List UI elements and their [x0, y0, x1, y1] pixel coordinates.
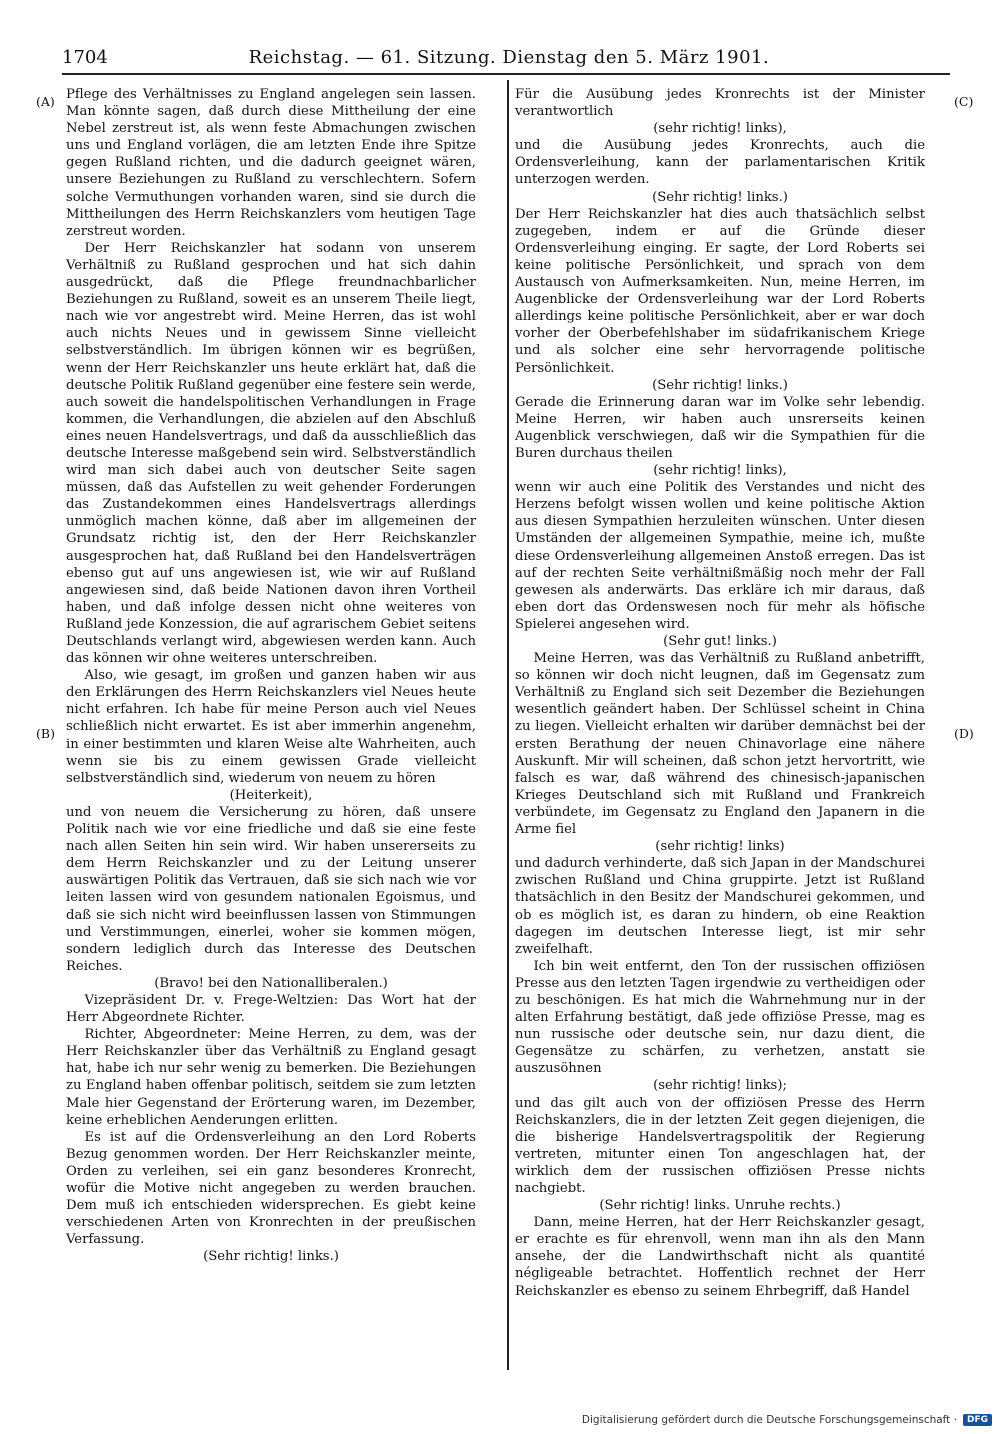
interjection: (sehr richtig! links), [653, 121, 787, 137]
column-divider [507, 80, 509, 1370]
paragraph: und die Ausübung jedes Kronrechts, auch die Ordensverleihung, kann der parlamentarischen Kritik unterzogen werden. [515, 138, 925, 188]
margin-marker-b: (B) [36, 726, 55, 741]
interjection: (Heiterkeit), [229, 787, 313, 803]
paragraph: Vizepräsident Dr. v. Frege-Weltzien: Das Wort hat der Herr Abgeordnete Richter. [66, 992, 476, 1026]
running-title: Reichstag. — 61. Sitzung. Dienstag den 5. März 1901. [248, 46, 770, 68]
interjection: (sehr richtig! links) [655, 839, 785, 855]
paragraph: Richter, Abgeordneter: Meine Herren, zu dem, was der Herr Reichskanzler über das Verhältniß zu England gesagt hat, habe ich nur sehr wenig zu bemerken. Die Beziehungen zu England haben offenbar politisch, seitdem sie zum letzten Male hier Gegenstand der Erörterung waren, im Dezember, keine erheblichen Aenderungen erlitten. [66, 1027, 476, 1128]
interjection: (Sehr richtig! links.) [652, 377, 788, 393]
interjection: (Sehr richtig! links. Unruhe rechts.) [599, 1198, 841, 1214]
paragraph: Also, wie gesagt, im großen und ganzen haben wir aus den Erklärungen des Herrn Reichskanzlers viel Neues heute nicht erfahren. Ich habe für meine Person auch viel Neues schließlich nicht erwartet. Es ist aber immerhin angenehm, in einer bestimmten und klaren Weise alte Wahrheiten, auch wenn sie bis zu einem gewissen Grade vielleicht selbstverständlich sind, wiederum von neuem zu hören [66, 668, 476, 786]
interjection: (Sehr richtig! links.) [652, 189, 788, 205]
page-number: 1704 [62, 46, 108, 68]
paragraph: Es ist auf die Ordensverleihung an den Lord Roberts Bezug genommen worden. Der Herr Reichskanzler meinte, Orden zu verleihen, sei ein ganz besonderes Kronrecht, wofür die Motive nicht angegeben zu werden brauchen. Dem muß ich entschieden widersprechen. Es giebt keine verschiedenen Arten von Kronrechten in der preußischen Verfassung. [66, 1129, 476, 1248]
header-rule [62, 73, 950, 75]
paragraph: und dadurch verhinderte, daß sich Japan in der Mandschurei zwischen Rußland und China gruppirte. Jetzt ist Rußland thatsächlich in den Besitz der Mandschurei gekommen, und ob es möglich ist, es daran zu hindern, ob eine Reaktion dagegen im deutschen Interesse liegt, ist mir sehr zweifelhaft. [515, 856, 925, 957]
paragraph: Für die Ausübung jedes Kronrechts ist der Minister verantwortlich [515, 87, 925, 120]
margin-marker-d: (D) [954, 726, 974, 741]
margin-marker-a: (A) [36, 94, 55, 109]
paragraph: und von neuem die Versicherung zu hören, daß unsere Politik nach wie vor eine friedliche und daß sie eine feste nach allen Seiten hin sein wird. Wir haben unsererseits zu dem Herrn Reichskanzler und zu der Leitung unserer auswärtigen Politik das Vertrauen, daß sie sich nach wie vor leiten lassen wird von gesundem nationalen Egoismus, und daß sie sich nicht wird beeinflussen lassen von Stimmungen und Verstimmungen, einerlei, woher sie kommen mögen, sondern lediglich durch das Interesse des Deutschen Reiches. [66, 804, 476, 974]
page-footer [582, 1414, 992, 1426]
interjection: (Sehr richtig! links.) [203, 1249, 339, 1265]
interjection: (sehr richtig! links); [653, 1078, 787, 1094]
left-column [66, 86, 476, 1265]
interjection: (sehr richtig! links), [653, 463, 787, 479]
paragraph: Meine Herren, was das Verhältniß zu Rußland anbetrifft, so können wir doch nicht leugnen, daß im Gegensatz zum Verhältniß zu England sich seit Dezember die Beziehungen wesentlich geändert haben. Der Schlüssel scheint in China zu liegen. Vielleicht erhalten wir darüber demnächst bei der ersten Berathung der neuen Chinavorlage eine nähere Auskunft. Mir will scheinen, daß schon jetzt hervortritt, wie falsch es war, daß während des chinesisch-japanischen Krieges Deutschland sich mit Rußland und Frankreich verbündete, im Gegensatz zu England den Japanern in die Arme fiel [515, 651, 925, 838]
footer-credit: Digitalisierung gefördert durch die Deutsche Forschungsgemeinschaft · [581, 1414, 957, 1426]
margin-marker-c: (C) [954, 94, 974, 109]
paragraph: Dann, meine Herren, hat der Herr Reichskanzler gesagt, er erachte es für ehrenvoll, wenn man ihn als den Mann ansehe, der die Landwirthschaft nicht als quantité négligeable betrachtet. Hoffentlich rechnet der Herr Reichskanzler es ebenso zu seinem Ehrbegriff, daß Handel [515, 1215, 925, 1299]
paragraph: Ich bin weit entfernt, den Ton der russischen offiziösen Presse aus den letzten Tagen irgendwie zu vertheidigen oder zu beschönigen. Es hat mich die Wahrnehmung nur in der alten Erfahrung bestätigt, daß jede offiziöse Presse, mag es nun russische oder deutsche sein, nur dazu dient, die Gegensätze zu schärfen, zu verhetzen, anstatt sie auszusöhnen [515, 958, 925, 1077]
dfg-logo: DFG [963, 1414, 992, 1426]
interjection: (Bravo! bei den Nationalliberalen.) [154, 975, 388, 991]
paragraph: Der Herr Reichskanzler hat dies auch thatsächlich selbst zugegeben, indem er auf die Gründe dieser Ordensverleihung einging. Er sagte, der Lord Roberts sei keine politische Persönlichkeit, und sprach von dem Austausch von Aufmerksamkeiten. Nun, meine Herren, im Augenblicke der Ordensverleihung war der Lord Roberts allerdings keine politische Persönlichkeit, aber er war doch vorher der Oberbefehlshaber im südafrikanischem Kriege und als solcher eine sehr hervorragende politische Persönlichkeit. [515, 206, 925, 376]
paragraph: wenn wir auch eine Politik des Verstandes und nicht des Herzens befolgt wissen wollen und keine politische Aktion aus diesen Sympathien herzuleiten wünschen. Unter diesen Umständen der allgemeinen Sympathie, meine ich, mußte diese Ordensverleihung allgemeinen Anstoß erregen. Das ist auf der rechten Seite verhältnißmäßig noch mehr der Fall gewesen als anderwärts. Das erkläre ich mir daraus, daß eben dort das Ordenswesen noch für mehr als höfische Spielerei angesehen wird. [515, 480, 925, 632]
right-column [515, 86, 925, 1300]
paragraph: Gerade die Erinnerung daran war im Volke sehr lebendig. Meine Herren, wir haben auch unsrerseits keinen Augenblick verschwiegen, daß wir die Sympathien für die Buren durchaus theilen [515, 394, 925, 461]
paragraph: Pflege des Verhältnisses zu England angelegen sein lassen. Man könnte sagen, daß durch diese Mittheilung der eine Nebel zerstreut ist, als wenn feste Abmachungen zwischen uns und England vorlägen, die am letzten Ende ihre Spitze gegen Rußland richten, und die dadurch geeignet wären, unsere Beziehungen zu Rußland zu verschlechtern. Sofern solche Vermuthungen vorhanden waren, sind sie durch die Mittheilungen des Herrn Reichskanzlers vom heutigen Tage zerstreut worden. [66, 87, 476, 239]
paragraph: und das gilt auch von der offiziösen Presse des Herrn Reichskanzlers, die in der letzten Zeit gegen diejenigen, die die bisherige Handelsvertragspolitik der Regierung vertreten, mitunter einen Ton angeschlagen hat, der wirklich dem der russischen offiziösen Presse nichts nachgiebt. [515, 1095, 925, 1196]
interjection: (Sehr gut! links.) [663, 634, 777, 649]
page-header [62, 44, 950, 70]
paragraph: Der Herr Reichskanzler hat sodann von unserem Verhältniß zu Rußland gesprochen und hat sich dahin ausgedrückt, daß die Pflege freundnachbarlicher Beziehungen zu Rußland, soweit es an unserem Theile liegt, nach wie vor angestrebt wird. Meine Herren, das ist wohl auch nichts Neues und in gewissem Sinne vielleicht selbstverständlich. Im übrigen können wir es begrüßen, wenn der Herr Reichskanzler uns heute erklärt hat, daß die deutsche Politik Rußland gegenüber eine festere sein werde, auch soweit die handelspolitischen Verhandlungen in Frage kommen, die Verhandlungen, die abzielen auf den Abschluß eines neuen Handelsvertrags, und daß da ausschließlich das deutsche Interesse maßgebend sein wird. Selbstverständlich wird man sich dabei auch von deutscher Seite sagen müssen, daß das Aufstellen zu weit gehender Forderungen das Zustandekommen eines Handelsvertrags allerdings unmöglich machen könne, daß aber im allgemeinen der Grundsatz richtig ist, den der Herr Reichskanzler ausgesprochen hat, daß Rußland bei den Handelsverträgen ebenso gut auf uns angewiesen ist, wie wir auf Rußland angewiesen sind, daß beide Nationen davon ihren Vortheil haben, und daß infolge dessen nicht ohne weiteres von Rußland jede Konzession, die auf agrarischem Gebiet seitens Deutschlands verlangt wird, abgewiesen werden kann. Auch das können wir ohne weiteres unterschreiben. [66, 240, 476, 667]
